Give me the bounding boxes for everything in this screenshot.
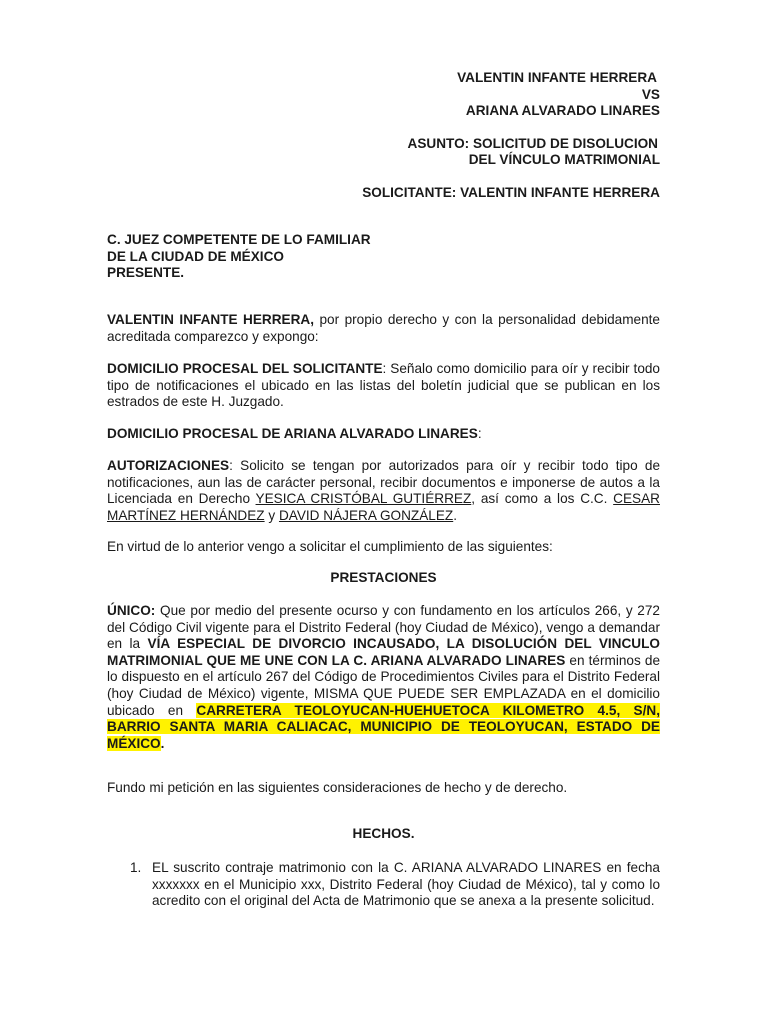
addressee-line-3: PRESENTE. [107, 265, 185, 281]
hechos-title: HECHOS. [352, 826, 415, 841]
prestaciones-end: . [160, 735, 165, 751]
defendant-address: CARRETERA TEOLOYUCAN-HUEHUETOCA KILOMETRO 4.5, S/N, BARRIO SANTA MARIA CALIACAC, MUNICIPIO DE TEOLOYUCAN, ESTADO DE MÉXICO [107, 702, 660, 751]
prestaciones-claim: VÍA ESPECIAL DE DIVORCIO INCAUSADO, LA DISOLUCIÓN DEL VINCULO MATRIMONIAL QUE ME UNE CON LA C. ARIANA ALVARADO LINARES [107, 636, 660, 668]
hechos-item-number: 1. [130, 860, 142, 875]
party-plaintiff: VALENTIN INFANTE HERRERA [457, 70, 657, 85]
intro-name: VALENTIN INFANTE HERRERA, [107, 312, 315, 327]
domicilio-demandada-paragraph [107, 426, 660, 443]
domicilio-solicitante-text: : Señalo como domicilio para oír y recibir todo tipo de notificaciones el ubicado en las listas del boletín judicial que se publican en los estrados de este H. Juzgado. [107, 361, 660, 410]
versus-label: VS [641, 86, 660, 102]
authorized-person-3: DAVID NÁJERA GONZÁLEZ [278, 507, 454, 523]
addressee-line-1: C. JUEZ COMPETENTE DE LO FAMILIAR [107, 232, 371, 247]
virtud-text: En virtud de lo anterior vengo a solicitar el cumplimiento de las siguientes: [107, 539, 553, 554]
autorizaciones-text-1: : Solicito se tengan por autorizados para oír y recibir todo tipo de notificaciones, aun las de carácter personal, recibir documentos e imponerse de autos a la Licenciada en Derecho [107, 458, 660, 507]
intro-text: por propio derecho y con la personalidad debidamente acreditada comparezco y expongo: [107, 312, 660, 344]
autorizaciones-text-3: y [264, 507, 279, 523]
prestaciones-text-2: en términos de lo dispuesto en el artículo 267 del Código de Procedimientos Civiles para el Distrito Federal (hoy Ciudad de México) vigente, MISMA QUE PUEDE SER EMPLAZADA en el domicilio ubicado en [107, 652, 661, 718]
authorized-person-2: CESAR MARTÍNEZ HERNÁNDEZ [107, 491, 660, 523]
case-header [362, 70, 660, 202]
intro-paragraph [107, 312, 660, 345]
subject-line-1: ASUNTO: SOLICITUD DE DISOLUCION [407, 135, 658, 151]
authorized-person-1: YESICA CRISTÓBAL GUTIÉRREZ [255, 491, 472, 507]
virtud-paragraph [107, 539, 660, 556]
applicant-line: SOLICITANTE: VALENTIN INFANTE HERRERA [362, 184, 660, 200]
prestaciones-heading [107, 570, 660, 587]
prestaciones-text-1: Que por medio del presente ocurso y con fundamento en los artículos 266, y 272 del Código Civil vigente para el Distrito Federal (hoy Ciudad de México), vengo a demandar en la [107, 603, 660, 652]
addressee [107, 232, 660, 282]
hechos-heading [107, 826, 660, 843]
autorizaciones-paragraph [107, 458, 660, 524]
domicilio-solicitante-label: DOMICILIO PROCESAL DEL SOLICITANTE [107, 361, 383, 376]
party-defendant: ARIANA ALVARADO LINARES [465, 103, 660, 119]
prestaciones-title: PRESTACIONES [330, 570, 437, 585]
prestaciones-paragraph [107, 603, 660, 752]
autorizaciones-text-2: , así como a los C.C. [471, 491, 614, 507]
domicilio-demandada-label: DOMICILIO PROCESAL DE ARIANA ALVARADO LINARES [107, 426, 478, 441]
domicilio-solicitante-paragraph [107, 361, 660, 411]
fundo-paragraph [107, 780, 660, 797]
autorizaciones-label: AUTORIZACIONES [107, 458, 230, 473]
subject-line-2: DEL VÍNCULO MATRIMONIAL [468, 152, 660, 168]
autorizaciones-text-4: . [453, 507, 457, 523]
fundo-text: Fundo mi petición en las siguientes consideraciones de hecho y de derecho. [107, 780, 568, 795]
unico-label: ÚNICO: [107, 603, 156, 618]
domicilio-demandada-text: : [477, 426, 482, 441]
hechos-item-text: EL suscrito contraje matrimonio con la C. ARIANA ALVARADO LINARES en fecha xxxxxxx en el Municipio xxx, Distrito Federal (hoy Ciudad de México), tal y como lo acredito con el original del Acta de Matrimonio que se anexa a la presente solicitud. [152, 860, 660, 909]
addressee-line-2: DE LA CIUDAD DE MÉXICO [107, 248, 284, 264]
